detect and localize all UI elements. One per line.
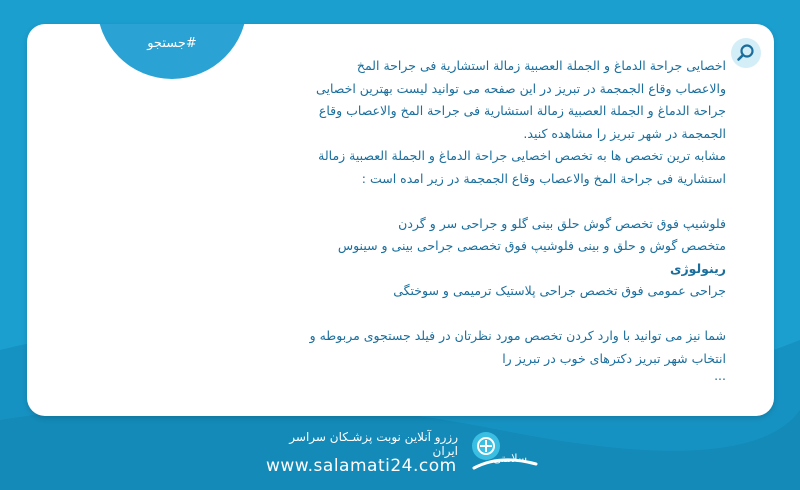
similar-paragraph: مشابه ترین تخصص ها به تخصص اخصایی جراحة الدماغ و الجملة العصبیة زمالة استشاریة فی جراحة المخ والاعصاب وقاع الجمجمة در زیر امده است : <box>318 148 726 186</box>
footer-url[interactable]: www.salamati24.com <box>266 456 457 476</box>
outro-paragraph: شما نیز می توانید با وارد کردن تخصص مورد نظرتان در فیلد جستجوی مربوطه و انتخاب شهر تبریز دکترهای خوب در تبریز را <box>309 327 726 366</box>
search-tag-badge <box>97 24 247 79</box>
salamati-logo <box>470 424 540 480</box>
footer-tagline: رزرو آنلاین نوبت پزشـکان سراسر ایران <box>289 430 458 458</box>
specialty-link-2[interactable]: متخصص گوش و حلق و بینی فلوشیپ فوق تخصصی جراحی بینی و سینوس <box>337 238 726 254</box>
specialty-link-3[interactable]: جراحی عمومی فوق تخصص جراحی پلاستیک ترمیمی و سوختگی <box>393 283 726 299</box>
more-ellipsis: ... <box>714 368 726 384</box>
search-tag-label[interactable]: #جستجو <box>147 36 197 51</box>
search-icon <box>736 43 756 63</box>
specialty-link-1[interactable]: فلوشیپ فوق تخصص گوش حلق بینی گلو و جراحی سر و گردن <box>398 215 726 231</box>
article-body <box>306 55 726 382</box>
content-card <box>27 24 774 416</box>
logo-text: سلامتی <box>492 452 528 465</box>
specialty-link-2-tail[interactable]: رینولوژی <box>669 260 726 276</box>
search-button[interactable] <box>731 38 761 68</box>
intro-paragraph: اخصایی جراحة الدماغ و الجملة العصبیة زمالة استشاریة فی جراحة المخ والاعصاب وقاع الجمجمة در تبریز در این صفحه می توانید لیست بهترین اخصایی جراحة الدماغ و الجملة العصبیة زمالة استشاریة فی جراحة المخ والاعصاب وقاع الجمجمة در شهر تبریز را مشاهده کنید. <box>316 58 726 141</box>
